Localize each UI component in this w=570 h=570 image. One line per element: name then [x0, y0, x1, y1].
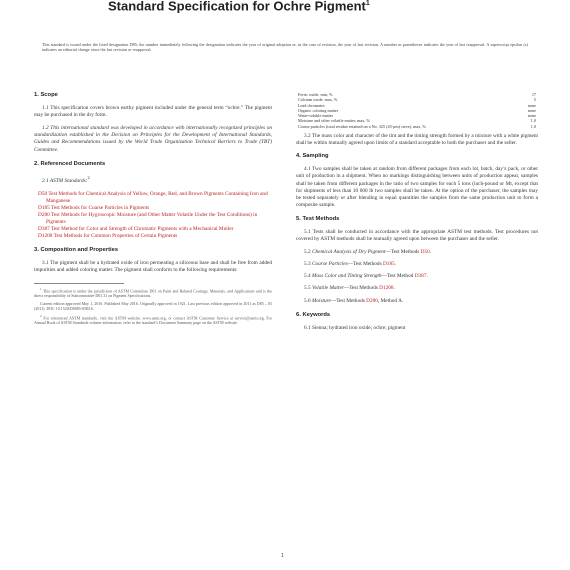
reference-item: [34, 191, 272, 205]
requirement-value: 5: [533, 97, 536, 103]
referenced-heading: 2. Referenced Documents: [34, 160, 106, 167]
test-method-number: 5.4: [304, 273, 311, 280]
test-method-suffix: —Test Methods: [343, 285, 378, 292]
test-method-number: 5.5: [304, 285, 311, 292]
footnote-divider: [34, 283, 124, 284]
requirement-row: [296, 124, 538, 129]
footnote-1-edition: Current edition approved May 1, 2016. Published May 2016. Originally approved in 1921. Last previous edition approved in 2011 as D85 – 05 (2011). DOI: 10.1520/D0085-05R16.: [34, 300, 272, 311]
test-method-code-link[interactable]: D50: [420, 249, 430, 256]
requirement-name: Lead chromates: [298, 102, 325, 108]
composition-paragraph-2: 3.2 The mass color and character of the tint and the tinting strength formed by a mixture with a white pigment shall be within mutually agreed upon limits of a standard acceptable to both the purchaser and the seller.: [296, 133, 538, 147]
keywords-heading: 6. Keywords: [296, 311, 331, 318]
test-method-code-link[interactable]: D1208: [379, 285, 394, 292]
requirement-value: 1.0: [530, 123, 536, 129]
test-method-label: Coarse Particles: [311, 261, 348, 268]
document-title: Standard Specification for Ochre Pigment$^1$: [108, 0, 370, 14]
reference-code-link[interactable]: D50: [38, 190, 48, 197]
requirement-value: none: [527, 107, 536, 113]
requirement-value: none: [527, 102, 536, 108]
requirement-name: Coarse particles (total residue retained on a No. 325 (45-μm) sieve), max, %: [298, 123, 426, 129]
scope-heading: 1. Scope: [34, 92, 58, 98]
composition-heading: 3. Composition and Properties: [34, 247, 119, 254]
test-method-tail: .: [393, 285, 395, 292]
requirement-value: none: [527, 113, 536, 119]
test-method-label: Moisture: [311, 297, 331, 304]
reference-list: [34, 191, 272, 241]
test-method-item: [304, 298, 538, 305]
requirement-name: Calcium oxide, max, %: [298, 97, 338, 103]
section-keywords: [296, 312, 538, 332]
reference-code-link[interactable]: D1208: [38, 233, 53, 240]
test-method-suffix: —Test Methods: [347, 261, 382, 268]
test-method-tail: .: [394, 261, 397, 268]
reference-title[interactable]: Test Methods for Chemical Analysis of Yellow, Orange, Red, and Brown Pigments Containing Iron and Manganese: [46, 190, 268, 204]
section-referenced-documents: [34, 161, 272, 241]
reference-title[interactable]: Test Methods for Coarse Particles in Pigments: [51, 204, 150, 211]
keywords-paragraph: 6.1 Sienna; hydrated iron oxide; ochre; pigment: [304, 324, 406, 331]
title-footnote-mark: 1: [365, 0, 370, 7]
test-method-code-link[interactable]: D185: [382, 261, 395, 268]
test-method-item: [304, 273, 538, 280]
test-method-code-link[interactable]: D280: [366, 297, 378, 304]
test-method-item: [304, 285, 538, 292]
standard-intro-note: This standard is issued under the fixed designation D85; the number immediately following the designation indicates the year of original adoption or, in the case of revision, the year of last revision. A number in parentheses indicates the year of last reapproval. A superscript epsilon (ε) indicates an editorial change since the last revision or reapproval.: [42, 42, 528, 53]
test-method-label: Chemical Analysis of Dry Pigment: [311, 249, 386, 256]
test-method-list: [296, 249, 538, 304]
reference-code-link[interactable]: D280: [38, 211, 50, 218]
left-column: [34, 92, 272, 328]
test-method-code-link[interactable]: D387: [414, 273, 427, 280]
section-test-methods: [296, 216, 538, 305]
test-method-number: 5.2: [304, 249, 311, 256]
sampling-heading: 4. Sampling: [296, 153, 329, 160]
test-method-label: Volatile Matter: [311, 285, 344, 292]
reference-code-link[interactable]: D185: [38, 204, 50, 211]
test-method-tail: , Method A.: [377, 297, 404, 304]
test-method-tail: .: [426, 273, 428, 280]
test-method-label: Mass Color and Tinting Strength: [311, 273, 382, 280]
footnote-1: $^1$ This specification is under the jurisdiction of ASTM Committee D01 on Paint and Related Coatings, Materials, and Applications and is the direct responsibility of Subcommittee D01.31 on Pigment Specifications.: [34, 286, 273, 298]
scope-paragraph-1: 1.1 This specification covers brown earthy pigment included under the general term “ochre.” The pigment may be purchased in the dry form.: [34, 105, 272, 119]
section-sampling: [296, 153, 538, 209]
requirement-name: Water-soluble matter: [298, 113, 334, 119]
test-method-suffix: —Test Methods: [330, 297, 365, 304]
reference-item: [34, 233, 272, 240]
section-scope: [34, 92, 272, 154]
reference-item: [34, 212, 272, 226]
test-method-number: 5.3: [304, 261, 311, 268]
requirements-table: [296, 92, 538, 129]
reference-title[interactable]: Test Methods for Hygroscopic Moisture (and Other Matter Volatile Under the Test Conditions) in Pigments: [46, 211, 258, 225]
test-method-item: [304, 261, 538, 268]
requirement-name: Organic coloring matter: [298, 107, 339, 113]
reference-title[interactable]: Test Method for Color and Strength of Chromatic Pigments with a Mechanical Muller: [51, 226, 234, 233]
requirement-name: Ferric oxide, min, %: [298, 92, 333, 97]
reference-code-link[interactable]: D387: [38, 226, 50, 233]
sampling-paragraph-1: 4.1 Two samples shall be taken at random from different packages from each lot, batch, day’s pack, or other unit of production in a shipment. When no markings distinguishing between units of production appear, samples shall be taken from different packages in the ratio of two samples for each 5 tons (inch-pound or Mt, except that for shipments of less than 10 000 lb two samples shall be taken. At the option of the purchaser, the samples may be tested separately or after blending in equal quantities the samples from the same production unit to form a composite sample.: [296, 166, 538, 208]
test-method-suffix: —Test Methods: [385, 249, 420, 256]
requirement-value: 1.0: [530, 118, 536, 124]
test-method-number: 5.6: [304, 297, 311, 304]
test-method-item: [304, 249, 538, 256]
section-composition: [34, 247, 272, 274]
test-methods-heading: 5. Test Methods: [296, 215, 340, 222]
footnote-2: $^2$ For referenced ASTM standards, visit the ASTM website, www.astm.org, or contact ASTM Customer Service at service@astm.org. For Annual Book of ASTM Standards volume information, refer to the standard’s Document Summary page on the ASTM website.: [34, 313, 272, 326]
astm-standards-label: 2.1 ASTM Standards:$^2$: [42, 174, 90, 184]
test-method-tail: .: [429, 249, 432, 256]
requirement-name: Moisture and other volatile matter, max, %: [298, 118, 370, 124]
test-method-suffix: —Test Method: [381, 273, 414, 280]
scope-paragraph-2: 1.2 This international standard was developed in accordance with internationally recognized principles on standardization established in the Decision on Principles for the Development of International Standards, Guides and Recommendations issued by the World Trade Organization Technical Barriers to Trade (TBT) Committee.: [34, 125, 272, 153]
reference-title[interactable]: Test Methods for Common Properties of Certain Pigments: [53, 233, 178, 240]
requirement-value: 17: [531, 92, 536, 97]
page-number: 1: [281, 553, 284, 559]
reference-item: [34, 205, 272, 212]
composition-paragraph-1: 3.1 The pigment shall be a hydrated oxide of iron permeating a siliceous base and shall be free from added impurities and added coloring matter. The pigment shall conform to the following requirements:: [34, 260, 272, 274]
right-column: [296, 92, 538, 339]
test-methods-paragraph-1: 5.1 Tests shall be conducted in accordance with the appropriate ASTM test methods. Test procedures not covered by ASTM methods shall be mutually agreed upon between the purchaser and the seller.: [296, 229, 538, 243]
